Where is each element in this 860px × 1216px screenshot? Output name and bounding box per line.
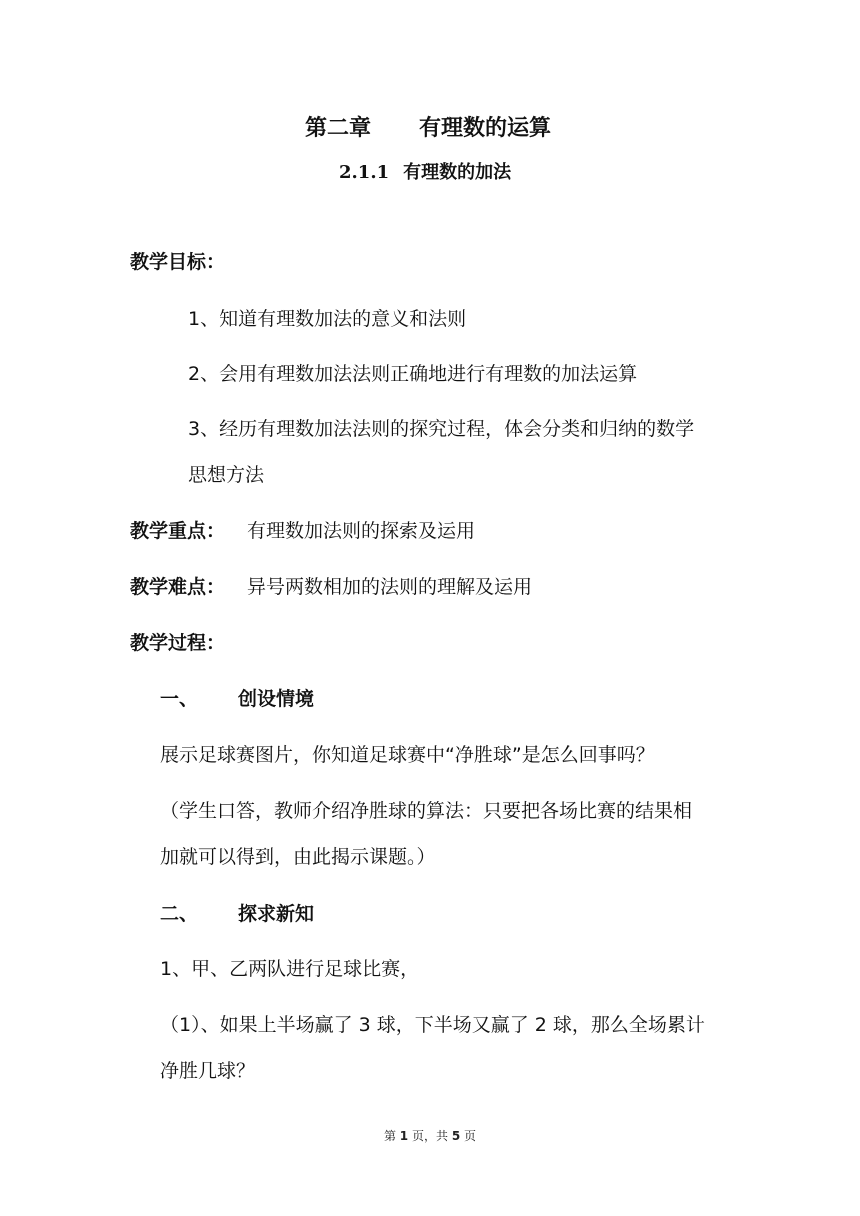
chapter-number: 第二章	[305, 116, 372, 141]
section-name: 有理数的加法	[403, 162, 512, 183]
process-label: 教学过程：	[130, 632, 226, 654]
page-footer	[0, 1130, 860, 1142]
footer-prefix: 第	[383, 1129, 396, 1143]
section1-number: 一、	[160, 688, 199, 710]
key-point-label: 教学重点：	[130, 520, 226, 542]
objective-item: 3、经历有理数加法法则的探究过程，体会分类和归纳的数学	[188, 418, 695, 440]
objective-item-continued: 思想方法	[188, 464, 265, 486]
intro-line: 展示足球赛图片，你知道足球赛中“净胜球”是怎么回事吗？	[160, 744, 655, 766]
question-1a-continued: 净胜几球？	[160, 1060, 256, 1082]
objective-item: 2、会用有理数加法法则正确地进行有理数的加法运算	[188, 363, 638, 385]
section-number: 2.1.1	[339, 162, 390, 183]
footer-page-number: 1	[399, 1129, 409, 1143]
objective-item: 1、知道有理数加法的意义和法则	[188, 308, 467, 330]
section2-number: 二、	[160, 903, 199, 925]
question-1: 1、甲、乙两队进行足球比赛，	[160, 958, 420, 980]
note-line: （学生口答，教师介绍净胜球的算法：只要把各场比赛的结果相	[160, 800, 693, 822]
footer-suffix: 页	[464, 1129, 477, 1143]
key-point-row	[130, 522, 475, 541]
section2-title: 探求新知	[238, 903, 315, 925]
difficulty-label: 教学难点：	[130, 576, 226, 598]
section1-title: 创设情境	[238, 688, 315, 710]
note-line-continued: 加就可以得到，由此揭示课题。）	[160, 846, 436, 868]
difficulty-text: 异号两数相加的法则的理解及运用	[247, 576, 533, 598]
section-title	[339, 164, 511, 182]
chapter-name: 有理数的运算	[419, 116, 552, 141]
section1-heading	[160, 690, 314, 709]
section2-heading	[160, 905, 314, 924]
footer-middle: 页，共	[411, 1129, 448, 1143]
chapter-title	[305, 118, 551, 140]
key-point-text: 有理数加法则的探索及运用	[247, 520, 476, 542]
objectives-label: 教学目标：	[130, 251, 226, 273]
difficulty-row	[130, 578, 532, 597]
question-1a: （1）、如果上半场赢了 3 球，下半场又赢了 2 球，那么全场累计	[160, 1014, 705, 1036]
footer-total-pages: 5	[451, 1129, 461, 1143]
